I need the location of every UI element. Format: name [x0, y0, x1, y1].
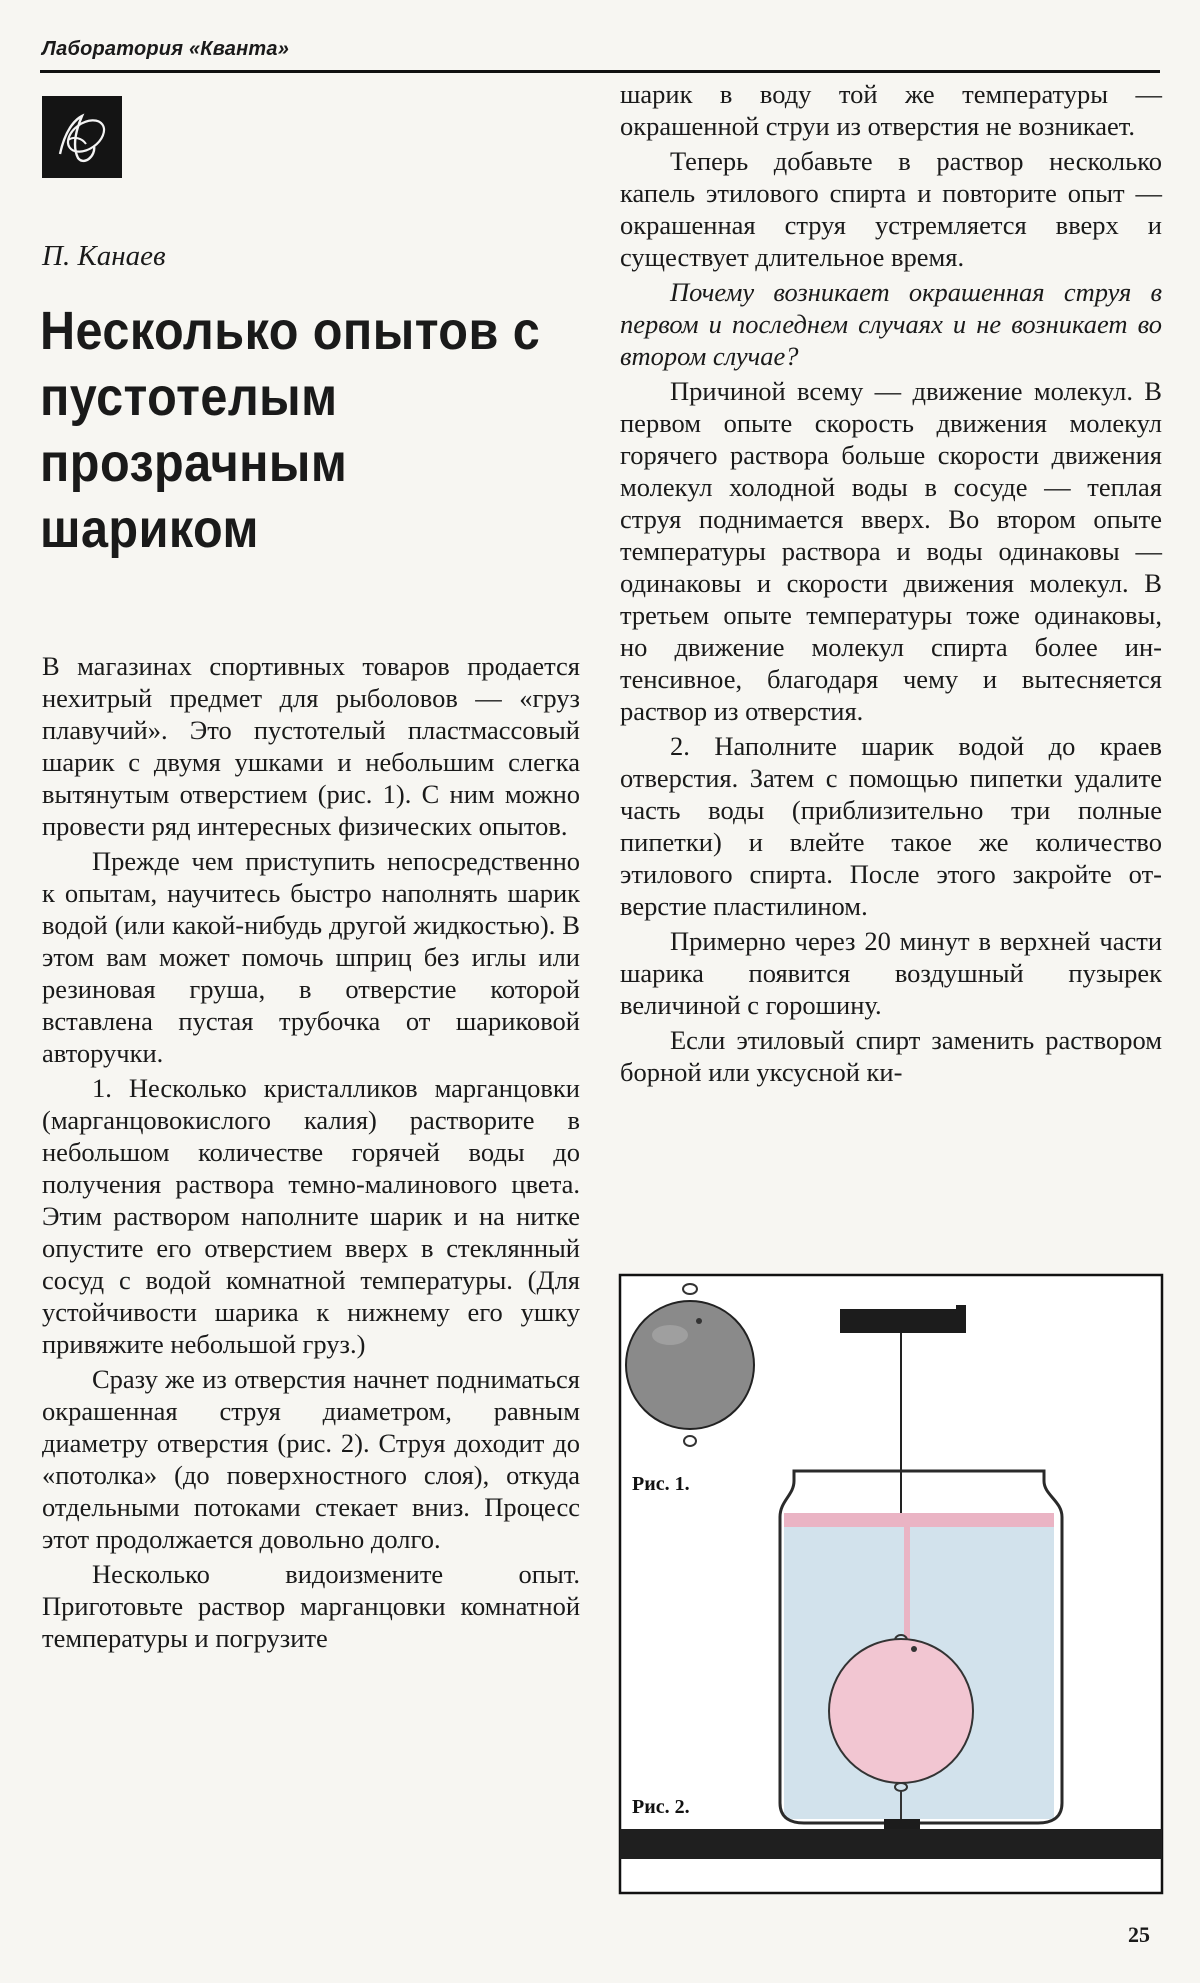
colored-plume [904, 1523, 910, 1643]
laboratory-logo-icon [42, 96, 122, 178]
paragraph: Если этиловый спирт заменить раствором борной или уксусной ки- [620, 1025, 1162, 1087]
fig2-label: Рис. 2. [632, 1796, 690, 1818]
fig1-label: Рис. 1. [632, 1473, 690, 1495]
paragraph: Несколько видоизмените опыт. Приготовьте раствор марганцовки комнатной температуры и погрузите [42, 1559, 580, 1653]
paragraph: Причиной всему — движение молекул. В первом опыте скорость движения молекул горячего раствора больше скорости движения молекул холодной воды в сосуде — теплая струя поднимается вверх. Во втором опыте температуры раствора и воды одинаковы — одинаковы и скорости движения молекул. В третьем опыте температуры тоже одинаковы, но движение молекул спирта более интенсивное, благодаря чему и вытесняется раствор из отверстия. [620, 376, 1162, 726]
header-rule [40, 70, 1160, 73]
paragraph: Примерно через 20 минут в верхней части шарика появится воздушный пузырек величиной с горошину. [620, 926, 1162, 1020]
left-text-column [42, 650, 580, 1657]
table-base [620, 1829, 1162, 1859]
right-text-column [620, 78, 1162, 1091]
section-header: Лаборатория «Кванта» [42, 38, 290, 60]
paragraph: 2. Наполните шарик водой до краев отверстия. Затем с помощью пипетки удалите часть воды (приблизительно три полные пипетки) и влейте такое же количество этилового спирта. После этого закройте отверстие пластилином. [620, 731, 1162, 921]
paragraph: 1. Несколько кристалликов марганцовки (марганцовокислого калия) растворите в небольшом количестве горячей воды до получения раствора темно-малинового цвета. Этим раствором наполните шарик и на нитке опустите его отверстием вверх в стеклянный сосуд с водой комнатной температуры. (Для устойчивости шарика к нижнему его ушку привяжите небольшой груз.) [42, 1073, 580, 1359]
paragraph: Почему возникает окрашенная струя в первом и последнем случаях и не возникает во втором случае? [620, 277, 1162, 371]
paragraph: В магазинах спортивных товаров продается нехитрый предмет для рыболовов — «груз плавучий». Это пустотелый пластмассовый шарик с двумя ушками и небольшим слегка вытянутым отверстием (рис. 1). С ним можно провести ряд интересных физических опытов. [42, 651, 580, 841]
article-title: Несколько опытов с пустотелым прозрачным шариком [40, 301, 541, 559]
paragraph: Теперь добавьте в раствор несколько капель этилового спирта и повторите опыт — окрашенная струя устремляется вверх и существует длительное время. [620, 146, 1162, 272]
figure-panel [618, 1273, 1164, 1895]
colored-surface-layer [784, 1513, 1054, 1527]
paragraph: Сразу же из отверстия начнет подниматься окрашенная струя диаметром, равным диаметру отверстия (рис. 2). Струя доходит до «потолка» (до поверхностного слоя), откуда отдельными потоками стекает вниз. Процесс этот продолжается довольно долго. [42, 1364, 580, 1554]
paragraph: шарик в воду той же температуры — окрашенной струи из отверстия не возникает. [620, 79, 1162, 141]
article-author: П. Канаев [42, 240, 166, 272]
page-number: 25 [1128, 1922, 1150, 1947]
paragraph: Прежде чем приступить непосредственно к опытам, научитесь быстро наполнять шарик водой (или какой-нибудь другой жидкостью). В этом вам может помочь шприц без иглы или резиновая груша, в отверстие которой вставлена пустая трубочка от шариковой авторучки. [42, 846, 580, 1068]
